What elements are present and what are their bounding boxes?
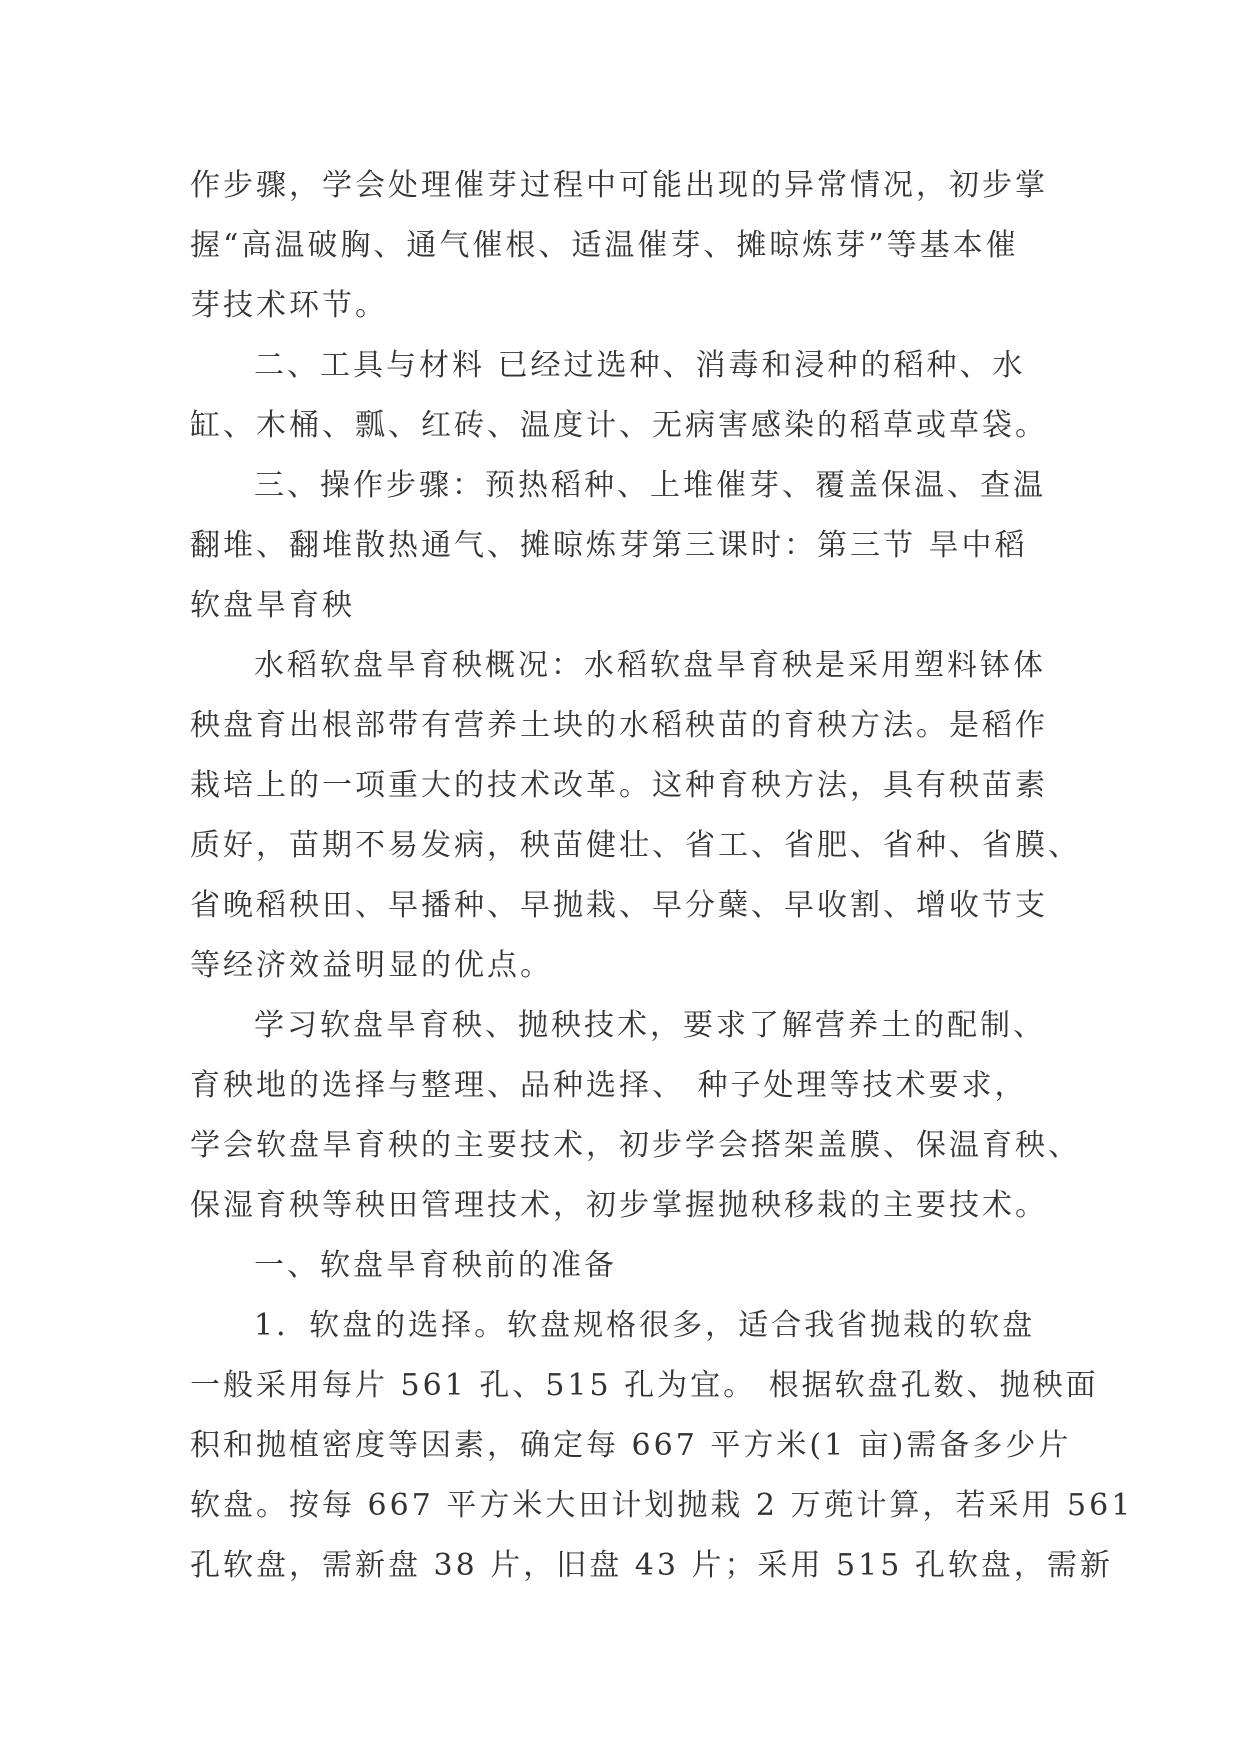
text-line: 质好，苗期不易发病，秧苗健壮、省工、省肥、省种、省膜、	[190, 828, 1081, 863]
text-line: 三、操作步骤：预热稻种、上堆催芽、覆盖保温、查温	[254, 468, 1046, 503]
text-line: 栽培上的一项重大的技术改革。这种育秧方法，具有秧苗素	[190, 768, 1048, 803]
text-line: 保湿育秧等秧田管理技术，初步掌握抛秧移栽的主要技术。	[190, 1188, 1048, 1223]
text-line: 学会软盘旱育秧的主要技术，初步学会搭架盖膜、保温育秧、	[190, 1128, 1081, 1163]
paragraph-6	[190, 1236, 1050, 1296]
text-line: 学习软盘旱育秧、抛秧技术，要求了解营养土的配制、	[254, 1008, 1046, 1043]
text-line: 积和抛植密度等因素，确定每 667 平方米(1 亩)需备多少片	[190, 1428, 1072, 1463]
text-line: 省晚稻秧田、早播种、早抛栽、早分蘖、早收割、增收节支	[190, 888, 1048, 923]
text-line: 育秧地的选择与整理、品种选择、 种子处理等技术要求，	[190, 1068, 1028, 1103]
text-line: 软盘旱育秧	[190, 588, 355, 623]
paragraph-5	[190, 996, 1081, 1236]
text-line: 秧盘育出根部带有营养土块的水稻秧苗的育秧方法。是稻作	[190, 708, 1048, 743]
text-line: 软盘。按每 667 平方米大田计划抛栽 2 万蔸计算，若采用 561	[190, 1488, 1134, 1523]
document-body	[190, 156, 1134, 1596]
paragraph-1	[190, 156, 1050, 336]
text-line: 1．软盘的选择。软盘规格很多，适合我省抛栽的软盘	[254, 1308, 1036, 1343]
text-line: 二、工具与材料 已经过选种、消毒和浸种的稻种、水	[254, 348, 1026, 383]
text-line: 翻堆、翻堆散热通气、摊晾炼芽第三课时：第三节 旱中稻	[190, 528, 1028, 563]
text-line: 一般采用每片 561 孔、515 孔为宜。 根据软盘孔数、抛秧面	[190, 1368, 1099, 1403]
paragraph-7	[190, 1296, 1134, 1596]
text-line: 孔软盘，需新盘 38 片，旧盘 43 片；采用 515 孔软盘，需新	[190, 1548, 1113, 1583]
text-line: 一、软盘旱育秧前的准备	[254, 1248, 617, 1283]
paragraph-2	[190, 336, 1050, 456]
text-line: 作步骤，学会处理催芽过程中可能出现的异常情况，初步掌	[190, 168, 1048, 203]
paragraph-4	[190, 636, 1081, 996]
paragraph-3	[190, 456, 1050, 636]
text-line: 水稻软盘旱育秧概况：水稻软盘旱育秧是采用塑料钵体	[254, 648, 1046, 683]
text-line: 芽技术环节。	[190, 288, 388, 323]
text-line: 等经济效益明显的优点。	[190, 948, 553, 983]
text-line: 握“高温破胸、通气催根、适温催芽、摊晾炼芽”等基本催	[190, 228, 1019, 263]
text-line: 缸、木桶、瓢、红砖、温度计、无病害感染的稻草或草袋。	[190, 408, 1048, 443]
